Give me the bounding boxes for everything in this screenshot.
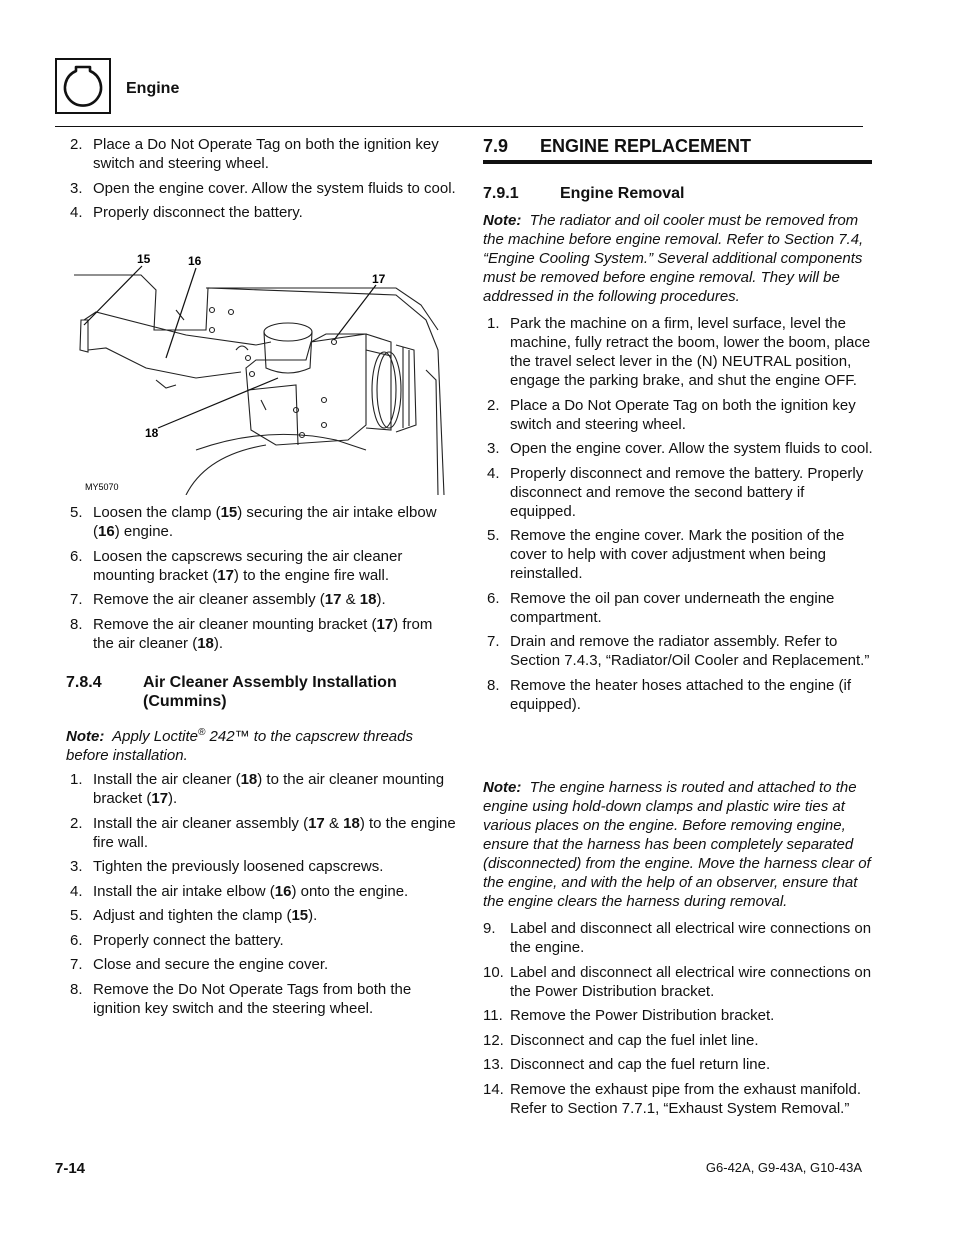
callout-ref: 17 — [308, 814, 325, 832]
step-text: Label and disconnect all electrical wire connections on the Power Distribution bracket. — [510, 963, 872, 1000]
callout-ref: 18 — [197, 634, 214, 652]
callout-ref: 17 — [324, 591, 342, 608]
section-heading-7-9 — [483, 136, 873, 157]
step-text: Properly disconnect the battery. — [93, 204, 303, 221]
step-text: ). — [213, 634, 224, 652]
note-text: The engine harness is routed and attached to the engine using hold-down clamps and plastic wire ties at various places on the engine. Before removing engine, ensure that the harness has been completely separated (disconnected) from the engine. Move the harness clear of the engine, and with the help of an observer, ensure that the engine clears the harness during removal. — [483, 779, 871, 910]
list-item — [483, 464, 873, 521]
note-label: Note: — [483, 779, 522, 796]
note-label: Note: — [483, 212, 522, 229]
step-text: Remove the exhaust pipe from the exhaust manifold. Refer to Section 7.7.1, “Exhaust System Removal.” — [510, 1080, 862, 1117]
step-text: ) to the air cleaner mounting bracket ( — [93, 771, 445, 807]
step-number: 3. — [70, 179, 83, 197]
engine-logo — [55, 58, 111, 114]
step-text: ) onto the engine. — [291, 882, 409, 900]
steps-engine-removal-b — [483, 919, 873, 1123]
model-numbers: G6-42A, G9-43A, G10-43A — [705, 1160, 862, 1175]
step-text: Properly disconnect and remove the battery. Properly disconnect and remove the second battery if equipped. — [510, 464, 864, 520]
step-number: 2. — [70, 136, 83, 153]
note-sup: ® — [198, 727, 206, 738]
step-number: 6. — [70, 547, 83, 565]
step-text: Tighten the previously loosened capscrews. — [93, 858, 384, 875]
step-number: 2. — [70, 814, 83, 832]
step-number: 7. — [487, 633, 500, 650]
steps-engine-removal-a — [483, 314, 873, 719]
list-item — [483, 589, 873, 627]
list-item — [66, 590, 456, 609]
step-number: 4. — [487, 464, 500, 482]
engine-icon — [57, 60, 109, 112]
step-text: Disconnect and cap the fuel return line. — [510, 1056, 771, 1073]
step-text: Disconnect and cap the fuel inlet line. — [510, 1031, 759, 1049]
step-number: 5. — [70, 504, 83, 521]
note-pre: Apply Loctite — [112, 728, 198, 745]
step-number: 11. — [483, 1007, 503, 1024]
air-cleaner-figure — [66, 250, 456, 495]
step-number: 8. — [70, 615, 83, 633]
note-text: The radiator and oil cooler must be removed from the machine before engine removal. Refer to Section 7.4, “Engine Cooling System.” Several additional components must be removed before engine removal. They will be addressed in the following procedures. — [483, 212, 864, 305]
step-text: Place a Do Not Operate Tag on both the ignition key switch and steering wheel. — [510, 396, 856, 433]
step-text: Label and disconnect all electrical wire connections on the engine. — [510, 920, 872, 956]
subsection-number: 7.8.4 — [66, 674, 102, 691]
callout-16: 16 — [188, 254, 202, 268]
callout-ref: 15 — [220, 504, 238, 521]
step-number: 1. — [487, 315, 500, 332]
step-number: 8. — [70, 980, 83, 998]
list-item — [66, 203, 456, 222]
callout-ref: 18 — [359, 591, 377, 608]
step-number: 12. — [483, 1031, 504, 1049]
list-item — [66, 179, 456, 198]
subsection-number: 7.9.1 — [483, 185, 519, 202]
step-text: ) securing the air intake elbow ( — [93, 504, 437, 540]
steps-top — [66, 135, 456, 228]
step-number: 6. — [487, 589, 500, 607]
step-text: Park the machine on a firm, level surface, level the machine, fully retract the boom, lower the boom, place the travel select lever in the (N) NEUTRAL position, engage the parking brake, and shut the engine OFF. — [510, 315, 871, 389]
step-text: Install the air cleaner assembly ( — [93, 814, 309, 832]
steps-removal — [66, 503, 456, 658]
step-text: Remove the engine cover. Mark the position of the cover to help with cover adjustment when being reinstalled. — [510, 527, 845, 582]
step-text: Remove the air cleaner mounting bracket ( — [93, 615, 377, 633]
list-item — [66, 547, 456, 585]
callout-ref: 16 — [274, 882, 292, 900]
step-number: 4. — [70, 882, 83, 900]
step-text: ) from the air cleaner ( — [93, 615, 433, 652]
list-item — [66, 770, 456, 808]
list-item — [483, 314, 873, 390]
list-item — [483, 1055, 873, 1074]
note-post: 242™ to the capscrew threads before installation. — [66, 728, 413, 764]
step-text: Adjust and tighten the clamp ( — [93, 907, 292, 924]
step-text: Properly connect the battery. — [93, 931, 284, 949]
subsection-heading-7-8-4 — [66, 673, 456, 711]
subsection-title: Air Cleaner Assembly Installation (Cummins) — [143, 674, 397, 710]
step-number: 7. — [70, 956, 83, 973]
list-item — [66, 615, 456, 653]
step-text: Drain and remove the radiator assembly. Refer to Section 7.4.3, “Radiator/Oil Cooler and Replacement.” — [510, 633, 870, 669]
step-text: Remove the heater hoses attached to the engine (if equipped). — [510, 676, 852, 713]
step-number: 14. — [483, 1080, 504, 1098]
list-item — [66, 135, 456, 173]
step-number: 5. — [70, 907, 83, 924]
list-item — [483, 1080, 873, 1118]
list-item — [66, 906, 456, 925]
list-item — [66, 931, 456, 950]
section-number: 7.9 — [483, 136, 509, 156]
steps-install — [66, 770, 456, 1023]
step-number: 8. — [487, 676, 500, 694]
list-item — [483, 439, 873, 458]
step-text: & — [324, 814, 344, 832]
callout-18: 18 — [145, 426, 159, 440]
list-item — [66, 955, 456, 974]
step-number: 13. — [483, 1056, 504, 1073]
note-label: Note: — [66, 728, 105, 745]
step-text: ) engine. — [114, 523, 174, 540]
list-item — [483, 396, 873, 434]
step-text: Install the air cleaner ( — [93, 771, 241, 788]
step-text: ) to the engine fire wall. — [93, 814, 456, 851]
list-item — [483, 919, 873, 957]
step-number: 4. — [70, 204, 83, 221]
air-cleaner-illustration — [66, 250, 456, 495]
callout-17: 17 — [372, 272, 386, 286]
figure-id: MY5070 — [85, 482, 119, 492]
list-item — [66, 980, 456, 1018]
step-text: & — [341, 591, 360, 608]
header-rule — [55, 126, 863, 127]
note-radiator — [483, 211, 871, 306]
list-item — [483, 632, 873, 670]
step-text: ). — [168, 790, 178, 807]
step-number: 5. — [487, 527, 500, 544]
list-item — [483, 526, 873, 583]
step-number: 9. — [483, 920, 496, 937]
callout-ref: 16 — [98, 523, 115, 540]
callout-ref: 17 — [151, 790, 169, 807]
list-item — [66, 882, 456, 901]
step-text: Remove the oil pan cover underneath the engine compartment. — [510, 589, 835, 626]
callout-ref: 18 — [343, 814, 360, 832]
step-text: ). — [308, 907, 318, 924]
step-text: Open the engine cover. Allow the system fluids to cool. — [93, 179, 456, 197]
step-number: 3. — [487, 440, 500, 457]
callout-ref: 17 — [217, 566, 234, 584]
callout-ref: 15 — [291, 907, 309, 924]
step-text: Open the engine cover. Allow the system fluids to cool. — [510, 440, 873, 457]
step-number: 6. — [70, 931, 83, 949]
subsection-title: Engine Removal — [560, 185, 685, 202]
step-text: Loosen the clamp ( — [93, 504, 221, 521]
step-text: ) to the engine fire wall. — [233, 566, 390, 584]
step-number: 2. — [487, 396, 500, 414]
callout-ref: 18 — [240, 771, 258, 788]
section-rule — [483, 160, 872, 164]
list-item — [66, 857, 456, 876]
step-text: Install the air intake elbow ( — [93, 882, 275, 900]
callout-ref: 17 — [376, 615, 394, 633]
callout-15: 15 — [137, 252, 151, 266]
step-text: Remove the air cleaner assembly ( — [93, 591, 325, 608]
section-label: Engine — [126, 80, 180, 97]
step-number: 3. — [70, 858, 83, 875]
step-text: Remove the Do Not Operate Tags from both the ignition key switch and the steering wheel. — [93, 980, 412, 1017]
list-item — [66, 503, 456, 541]
list-item — [483, 1006, 873, 1025]
list-item — [483, 1031, 873, 1050]
list-item — [66, 814, 456, 852]
section-title: ENGINE REPLACEMENT — [540, 136, 752, 156]
subsection-heading-7-9-1 — [483, 184, 873, 203]
step-number: 7. — [70, 591, 83, 608]
step-text: Loosen the capscrews securing the air cleaner mounting bracket ( — [93, 547, 403, 584]
step-text: Close and secure the engine cover. — [93, 956, 329, 973]
step-text: Place a Do Not Operate Tag on both the ignition key switch and steering wheel. — [93, 136, 439, 172]
page-number: 7-14 — [55, 1160, 86, 1177]
step-text: Remove the Power Distribution bracket. — [510, 1007, 775, 1024]
note-loctite — [66, 723, 456, 765]
step-number: 10. — [483, 963, 504, 981]
list-item — [483, 963, 873, 1001]
step-number: 1. — [70, 771, 83, 788]
list-item — [483, 676, 873, 714]
step-text: ). — [376, 591, 386, 608]
note-harness — [483, 778, 871, 911]
